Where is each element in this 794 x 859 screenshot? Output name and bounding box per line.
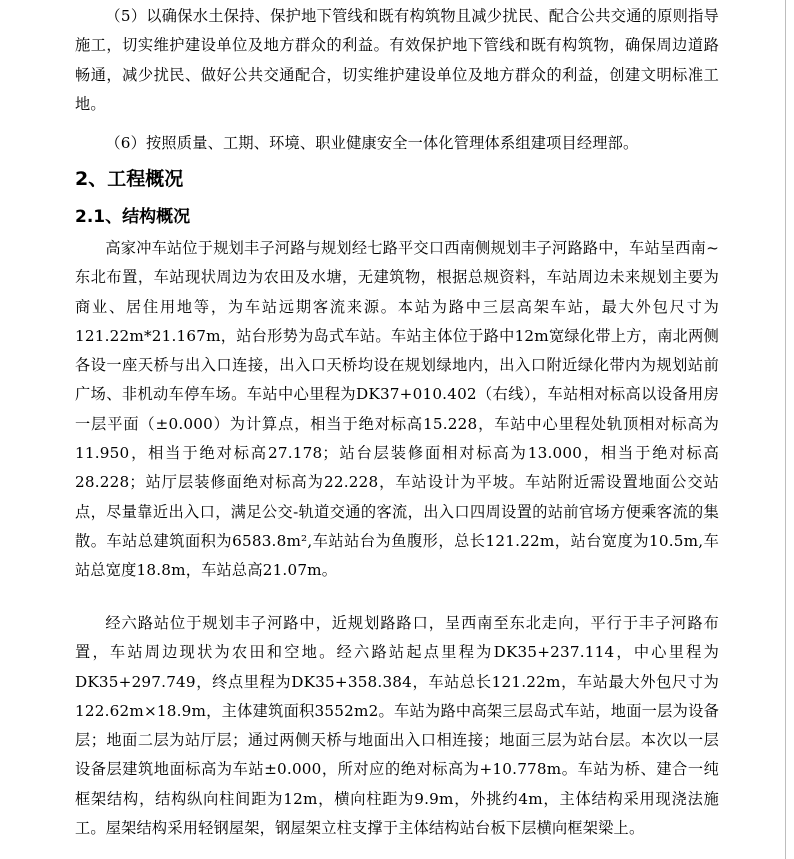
paragraph-item-5: （5）以确保水土保持、保护地下管线和既有构筑物且减少扰民、配合公共交通的原则指导施工，切实维护建设单位及地方群众的利益。有效保护地下管线和既有构筑物，确保周边道路畅通，减少扰民、做好公共交通配合，切实维护建设单位及地方群众的利益，创建文明标准工地。 (75, 7, 719, 113)
paragraph-station-gaojiachong: 高家冲车站位于规划丰子河路与规划经七路平交口西南侧规划丰子河路路中，车站呈西南~东北布置，车站现状周边为农田及水塘，无建筑物，根据总规资料，车站周边未来规划主要为商业、居住用地等，为车站远期客流来源。本站为路中三层高架车站，最大外包尺寸为121.22m*21.167m，站台形势为岛式车站。车站主体位于路中12m宽绿化带上方，南北两侧各设一座天桥与出入口连接，出入口天桥均设在规划绿地内，出入口附近绿化带内为规划站前广场、非机动车停车场。车站中心里程为DK37+010.402（右线），车站相对标高以设备用房一层平面（±0.000）为计算点，相当于绝对标高15.228，车站中心里程处轨顶相对标高为11.950，相当于绝对标高27.178；站台层装修面相对标高为13.000，相当于绝对标高28.228；站厅层装修面绝对标高为22.228，车站设计为平坡。车站附近需设置地面公交站点，尽量靠近出入口，满足公交-轨道交通的客流，出入口四周设置的站前官场方便乘客流的集散。车站总建筑面积为6583.8m²,车站站台为鱼腹形，总长121.22m，站台宽度为10.5m,车站总宽度18.8m，车站总高21.07m。 (75, 239, 719, 580)
subsection-heading: 2.1、结构概况 (75, 207, 191, 227)
page-edge-divider (785, 0, 786, 859)
section-heading: 2、工程概况 (75, 168, 184, 190)
paragraph-item-6: （6）按照质量、工期、环境、职业健康安全一体化管理体系组建项目经理部。 (105, 134, 639, 152)
paragraph-station-jingliulu: 经六路站位于规划丰子河路中，近规划路路口，呈西南至东北走向，平行于丰子河路布置，车站周边现状为农田和空地。经六路站起点里程为DK35+237.114，中心里程为DK35+297.749，终点里程为DK35+358.384，车站总长121.22m，车站最大外包尺寸为122.62m×18.9m，主体建筑面积3552m2。车站为路中高架三层岛式车站，地面一层为设备层；地面二层为站厅层；通过两侧天桥与地面出入口相连接；地面三层为站台层。本次以一层设备层建筑地面标高为车站±0.000，所对应的绝对标高为+10.778m。车站为桥、建合一纯框架结构，结构纵向柱间距为12m，横向柱距为9.9m，外挑约4m，主体结构采用现浇法施工。屋架结构采用轻钢屋架，钢屋架立柱支撑于主体结构站台板下层横向框架梁上。 (75, 614, 719, 838)
